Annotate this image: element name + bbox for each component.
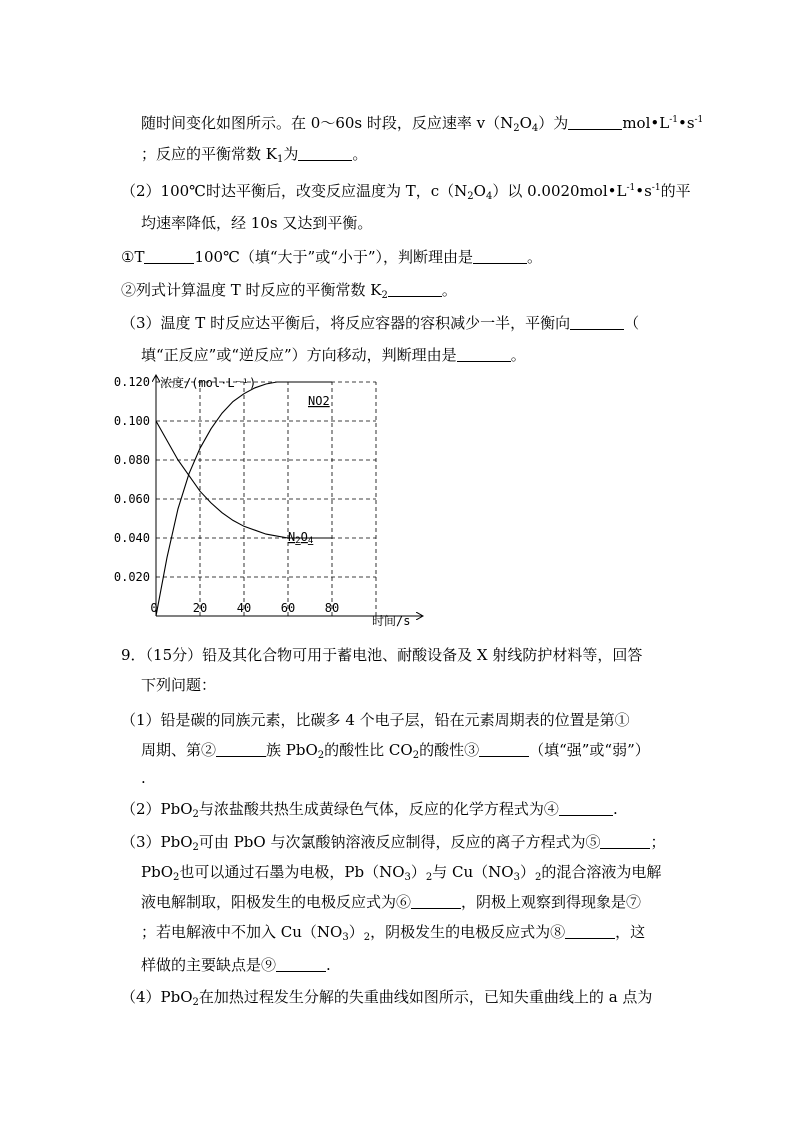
text: •s xyxy=(635,182,652,200)
answer-blank[interactable] xyxy=(388,282,442,297)
text: （2）100℃时达平衡后，改变反应温度为 T，c（N xyxy=(121,182,468,200)
text-line xyxy=(121,280,457,306)
subscript: 2 xyxy=(192,997,199,1008)
text: 的酸性③ xyxy=(419,741,480,759)
subscript: 2 xyxy=(192,809,199,820)
x-tick-labels xyxy=(150,601,339,615)
answer-blank[interactable] xyxy=(559,801,613,816)
text-line xyxy=(121,832,665,858)
text-line xyxy=(121,799,618,825)
text: 填“正反应”或“逆反应”）方向移动，判断理由是 xyxy=(141,346,457,364)
chart-grid xyxy=(156,382,376,616)
x-tick-label: 0 xyxy=(150,601,158,615)
subscript: 2 xyxy=(192,842,199,853)
superscript: -1 xyxy=(694,115,704,125)
text: ②列式计算温度 T 时反应的平衡常数 K xyxy=(121,281,382,299)
text: 的混合溶液为电解 xyxy=(541,863,662,881)
text: 在加热过程发生分解的失重曲线如图所示，已知失重曲线上的 a 点为 xyxy=(198,988,653,1006)
text: . xyxy=(612,800,618,818)
concentration-time-chart xyxy=(110,370,430,630)
subscript: 2 xyxy=(513,123,520,134)
text-line xyxy=(121,987,652,1013)
series-label-no2: NO2 xyxy=(308,394,330,408)
text-line xyxy=(121,247,542,267)
text: ） xyxy=(348,923,364,941)
text: 族 PbO xyxy=(266,741,318,759)
x-axis-label: 时间/s xyxy=(372,614,411,628)
answer-blank[interactable] xyxy=(570,315,624,330)
y-tick-label: 0.060 xyxy=(113,492,150,506)
subscript: 2 xyxy=(467,191,474,202)
text: ，阴极上观察到得现象是⑦ xyxy=(461,893,642,911)
text: ）为 xyxy=(538,114,569,132)
text: 周期、第② xyxy=(141,741,217,759)
y-axis-label: 浓度/(mol·L⁻¹) xyxy=(160,376,257,390)
answer-blank[interactable] xyxy=(411,894,461,909)
text-line xyxy=(141,892,641,912)
x-tick-label: 60 xyxy=(280,601,296,615)
text: 。 xyxy=(527,248,543,266)
x-tick-label: 20 xyxy=(192,601,208,615)
text: O xyxy=(473,182,486,200)
text: （2）PbO xyxy=(121,800,193,818)
text: 的酸性比 CO xyxy=(324,741,413,759)
answer-blank[interactable] xyxy=(600,834,650,849)
x-tick-label: 40 xyxy=(236,601,252,615)
text: （ xyxy=(624,314,640,332)
text: 均速率降低，经 10s 又达到平衡。 xyxy=(141,214,373,232)
text: （4）PbO xyxy=(121,988,193,1006)
text: 的平 xyxy=(660,182,691,200)
text: （3）温度 T 时反应达平衡后，将反应容器的容积减少一半，平衡向 xyxy=(121,314,571,332)
subscript: 2 xyxy=(363,932,371,943)
y-tick-label: 0.120 xyxy=(113,375,150,389)
text: O xyxy=(519,114,532,132)
text-line xyxy=(141,768,146,788)
text: ；反应的平衡常数 K xyxy=(141,145,277,163)
subscript: 3 xyxy=(513,872,520,883)
text: 。 xyxy=(352,145,368,163)
subscript: 4 xyxy=(485,191,493,202)
answer-blank[interactable] xyxy=(298,146,352,161)
text: ） xyxy=(410,863,426,881)
text: . xyxy=(141,769,146,787)
y-tick-label: 0.080 xyxy=(113,453,150,467)
text: （3）PbO xyxy=(121,833,193,851)
text-line xyxy=(141,922,645,948)
superscript: -1 xyxy=(651,183,661,193)
text: ） xyxy=(519,863,535,881)
superscript: -1 xyxy=(626,183,636,193)
subscript: 2 xyxy=(412,750,420,761)
answer-blank[interactable] xyxy=(457,347,511,362)
subscript: 4 xyxy=(531,123,539,134)
x-tick-label: 80 xyxy=(324,601,340,615)
text-line xyxy=(141,213,372,233)
text-line xyxy=(141,144,367,170)
text: PbO xyxy=(141,863,173,881)
question-9-stem: 9．（15分）铅及其化合物可用于蓄电池、耐酸设备及 X 射线防护材料等，回答 xyxy=(121,646,643,664)
text: ）以 0.0020mol•L xyxy=(492,182,627,200)
subscript: 3 xyxy=(404,872,411,883)
y-tick-labels xyxy=(114,375,150,584)
text: 。 xyxy=(441,281,457,299)
text: 下列问题： xyxy=(141,676,217,694)
subscript: 2 xyxy=(381,290,388,301)
subscript: 1 xyxy=(276,154,284,165)
subscript: 2 xyxy=(535,872,542,883)
text: 随时间变化如图所示。在 0～60s 时段，反应速率 v（N xyxy=(141,114,514,132)
text: ①T xyxy=(121,248,145,266)
text-line xyxy=(121,178,691,207)
text-line xyxy=(141,955,331,975)
text: 。 xyxy=(510,346,526,364)
text-line xyxy=(141,110,703,139)
text: 液电解制取，阳极发生的电极反应式为⑥ xyxy=(141,893,412,911)
answer-blank[interactable] xyxy=(216,742,266,757)
text-line xyxy=(141,675,216,695)
text: mol•L xyxy=(622,114,670,132)
text: ，这 xyxy=(615,923,646,941)
text-line xyxy=(141,862,661,888)
text: . xyxy=(326,956,331,974)
text-line xyxy=(121,710,630,730)
series-label-n2o4: N2O4 xyxy=(288,530,314,546)
text-line xyxy=(141,345,526,365)
y-tick-label: 0.020 xyxy=(113,570,150,584)
text: 可由 PbO 与次氯酸钠溶液反应制得，反应的离子方程式为⑤ xyxy=(198,833,601,851)
answer-blank[interactable] xyxy=(276,957,326,972)
text: （填“强”或“弱”） xyxy=(529,741,650,759)
subscript: 2 xyxy=(425,872,433,883)
subscript: 3 xyxy=(342,932,349,943)
text: 为 xyxy=(283,145,299,163)
text-line xyxy=(141,740,650,766)
text: ； xyxy=(650,833,666,851)
y-tick-label: 0.100 xyxy=(113,414,150,428)
text-line xyxy=(121,313,639,333)
superscript: -1 xyxy=(669,115,678,125)
subscript: 2 xyxy=(317,750,325,761)
subscript: 2 xyxy=(173,872,180,883)
text: 也可以通过石墨为电极，Pb（NO xyxy=(179,863,405,881)
text: 100℃（填“大于”或“小于”），判断理由是 xyxy=(194,248,474,266)
y-tick-label: 0.040 xyxy=(113,531,150,545)
text-line xyxy=(121,645,642,665)
answer-blank[interactable] xyxy=(144,249,194,264)
text: ；若电解液中不加入 Cu（NO xyxy=(141,923,343,941)
answer-blank[interactable] xyxy=(473,249,527,264)
text: 与浓盐酸共热生成黄绿色气体，反应的化学方程式为④ xyxy=(198,800,559,818)
text: （1）铅是碳的同族元素，比碳多 4 个电子层，铅在元素周期表的位置是第① xyxy=(121,711,630,729)
text: •s xyxy=(677,114,695,132)
text: ，阴极发生的电极反应式为⑧ xyxy=(370,923,566,941)
text: 与 Cu（NO xyxy=(432,863,514,881)
answer-blank[interactable] xyxy=(479,742,529,757)
text: 样做的主要缺点是⑨ xyxy=(141,956,277,974)
answer-blank[interactable] xyxy=(565,924,615,939)
answer-blank[interactable] xyxy=(568,115,622,130)
